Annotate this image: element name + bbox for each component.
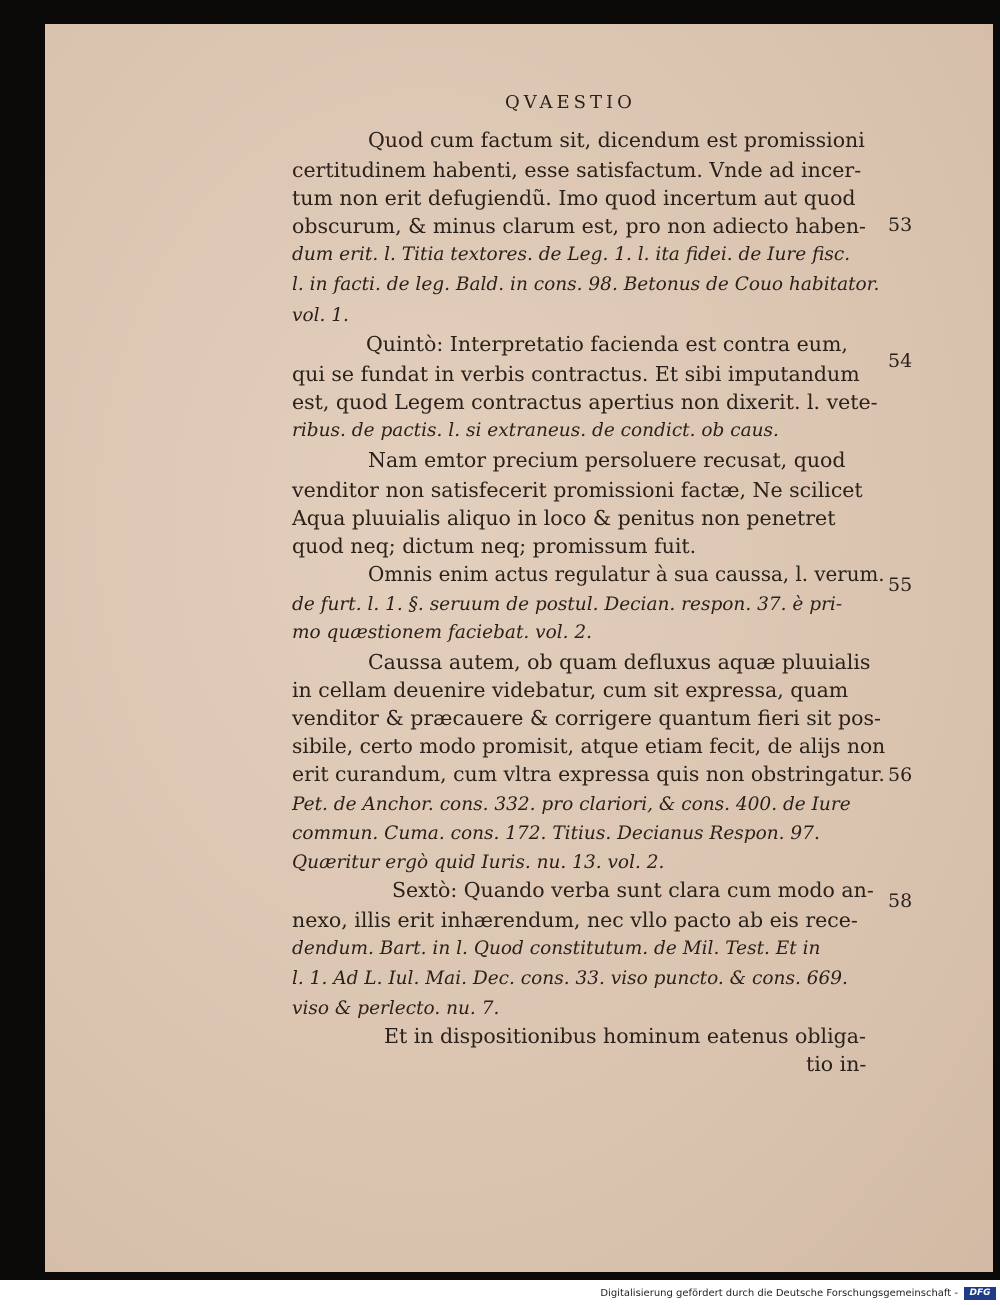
book-page: [45, 24, 993, 1272]
text-line: qui se fundat in verbis contractus. Et sibi imputandum: [292, 362, 860, 386]
text-line: mo quæstionem faciebat. vol. 2.: [292, 622, 593, 643]
text-line: vol. 1.: [292, 305, 349, 326]
running-header: QVAESTIO: [505, 92, 636, 113]
margin-number: 58: [888, 890, 913, 912]
text-line: Quintò: Interpretatio facienda est contra eum,: [366, 332, 848, 356]
funding-notice: Digitalisierung gefördert durch die Deutsche Forschungsgemeinschaft -: [600, 1288, 958, 1299]
text-line: tum non erit defugiendũ. Imo quod incertum aut quod: [292, 186, 856, 210]
margin-number: 54: [888, 350, 913, 372]
text-line: venditor & præcauere & corrigere quantum fieri sit pos-: [292, 706, 881, 730]
margin-number: 53: [888, 214, 913, 236]
text-line: dendum. Bart. in l. Quod constitutum. de Mil. Test. Et in: [292, 938, 821, 959]
text-line: erit curandum, cum vltra expressa quis non obstringatur.: [292, 762, 885, 786]
text-line: Sextò: Quando verba sunt clara cum modo an-: [392, 878, 874, 902]
text-line: ribus. de pactis. l. si extraneus. de condict. ob caus.: [292, 420, 779, 441]
text-line: Quæritur ergò quid Iuris. nu. 13. vol. 2.: [292, 852, 665, 873]
margin-number: 56: [888, 764, 913, 786]
text-line: certitudinem habenti, esse satisfactum. Vnde ad incer-: [292, 158, 862, 182]
text-line: Caussa autem, ob quam defluxus aquæ pluuialis: [368, 650, 871, 674]
text-line: in cellam deuenire videbatur, cum sit expressa, quam: [292, 678, 849, 702]
text-line: Pet. de Anchor. cons. 332. pro clariori, & cons. 400. de Iure: [292, 794, 851, 815]
text-line: Quod cum factum sit, dicendum est promissioni: [368, 128, 865, 152]
text-line: commun. Cuma. cons. 172. Titius. Decianus Respon. 97.: [292, 823, 820, 844]
text-line: Omnis enim actus regulatur à sua caussa, l. verum.: [368, 562, 885, 586]
text-line: dum erit. l. Titia textores. de Leg. 1. l. ita fidei. de Iure fisc.: [292, 244, 851, 265]
text-line: obscurum, & minus clarum est, pro non adiecto haben-: [292, 214, 866, 238]
text-line: l. 1. Ad L. Iul. Mai. Dec. cons. 33. viso puncto. & cons. 669.: [292, 968, 848, 989]
text-line: est, quod Legem contractus apertius non dixerit. l. vete-: [292, 390, 878, 414]
text-line: de furt. l. 1. §. seruum de postul. Decian. respon. 37. è pri-: [292, 594, 843, 615]
text-line: Et in dispositionibus hominum eatenus obliga-: [384, 1024, 866, 1048]
text-line: l. in facti. de leg. Bald. in cons. 98. Betonus de Couo habitator.: [292, 274, 880, 295]
text-line: tio in-: [806, 1052, 867, 1076]
text-line: viso & perlecto. nu. 7.: [292, 998, 500, 1019]
text-line: Aqua pluuialis aliquo in loco & penitus non penetret: [292, 506, 836, 530]
text-line: venditor non satisfecerit promissioni factæ, Ne scilicet: [292, 478, 863, 502]
text-line: quod neq; dictum neq; promissum fuit.: [292, 534, 697, 558]
text-line: Nam emtor precium persoluere recusat, quod: [368, 448, 846, 472]
dfg-logo: DFG: [964, 1287, 996, 1300]
text-line: nexo, illis erit inhærendum, nec vllo pacto ab eis rece-: [292, 908, 858, 932]
text-line: sibile, certo modo promisit, atque etiam fecit, de alijs non: [292, 734, 886, 758]
margin-number: 55: [888, 574, 913, 596]
footer-bar: [0, 1280, 1000, 1305]
